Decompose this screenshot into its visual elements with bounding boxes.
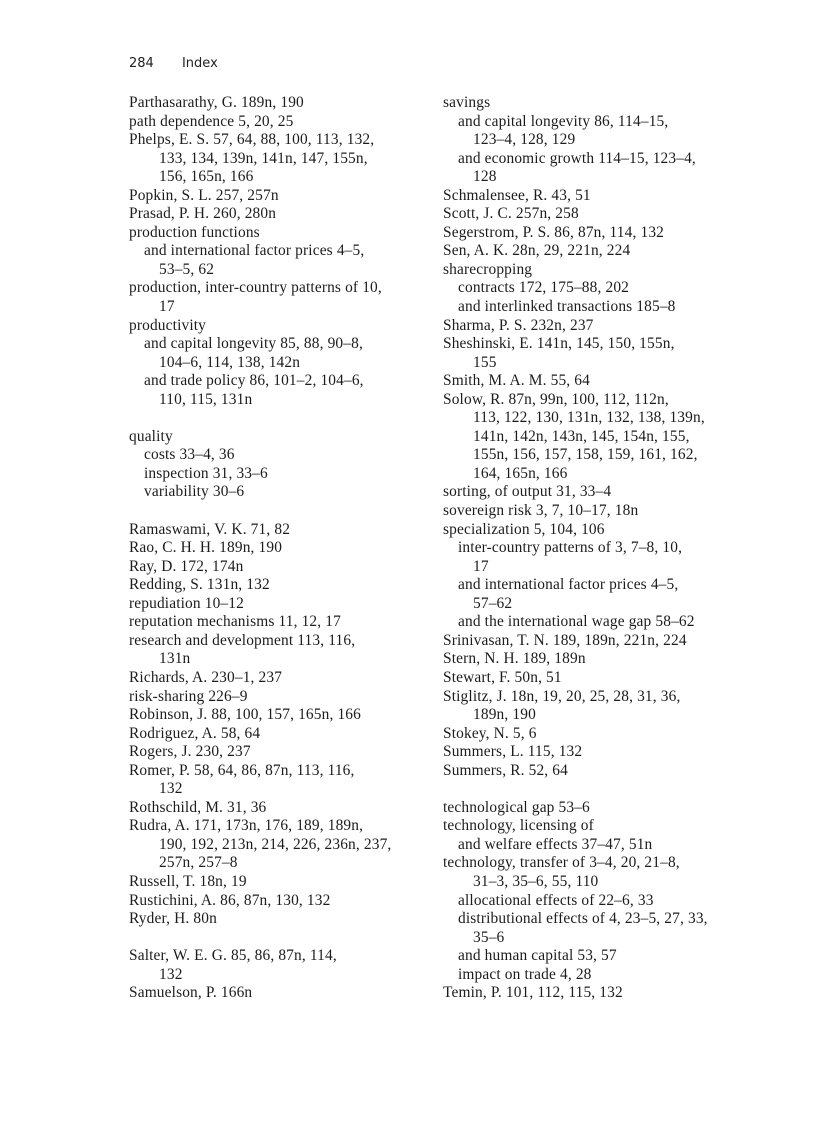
index-entry: Rao, C. H. H. 189n, 190	[129, 539, 283, 557]
index-entry: Stokey, N. 5, 6	[443, 724, 537, 742]
index-entry: Summers, R. 52, 64	[443, 761, 568, 779]
index-entry: Salter, W. E. G. 85, 86, 87n, 114,	[129, 947, 337, 965]
index-entry-continuation: 35–6	[473, 928, 505, 946]
index-entry: Stiglitz, J. 18n, 19, 20, 25, 28, 31, 36,	[443, 687, 681, 705]
index-subentry: costs 33–4, 36	[144, 446, 235, 464]
index-subentry: inter-country patterns of 3, 7–8, 10,	[458, 539, 683, 557]
index-subentry: allocational effects of 22–6, 33	[458, 891, 654, 909]
index-entry: path dependence 5, 20, 25	[129, 112, 294, 130]
index-entry: Solow, R. 87n, 99n, 100, 112, 112n,	[443, 390, 669, 408]
index-entry-continuation: 53–5, 62	[159, 260, 215, 278]
running-title: Index	[181, 56, 218, 71]
index-entry: specialization 5, 104, 106	[443, 520, 605, 538]
index-entry: Rothschild, M. 31, 36	[129, 798, 267, 816]
index-entry: Redding, S. 131n, 132	[129, 576, 270, 594]
index-entry-continuation: 131n	[159, 650, 191, 668]
index-subentry: and capital longevity 86, 114–15,	[458, 112, 669, 130]
section-gap	[129, 929, 429, 948]
section-gap	[443, 780, 743, 799]
index-entry: Popkin, S. L. 257, 257n	[129, 186, 279, 204]
index-entry-continuation: 110, 115, 131n	[159, 390, 253, 408]
index-entry: Stewart, F. 50n, 51	[443, 668, 562, 686]
index-entry: Ramaswami, V. K. 71, 82	[129, 520, 291, 538]
page-number: 284	[129, 56, 154, 71]
index-entry: Rudra, A. 171, 173n, 176, 189, 189n,	[129, 817, 364, 835]
index-entry: Scott, J. C. 257n, 258	[443, 205, 579, 223]
index-entry: reputation mechanisms 11, 12, 17	[129, 613, 341, 631]
index-entry: Romer, P. 58, 64, 86, 87n, 113, 116,	[129, 761, 355, 779]
index-entry-continuation: 113, 122, 130, 131n, 132, 138, 139n,	[473, 409, 705, 427]
index-entry: Sharma, P. S. 232n, 237	[443, 316, 594, 334]
index-entry-continuation: 132	[159, 780, 183, 798]
index-subentry: and welfare effects 37–47, 51n	[458, 835, 653, 853]
index-entry: sovereign risk 3, 7, 10–17, 18n	[443, 502, 639, 520]
index-entry: Rogers, J. 230, 237	[129, 743, 251, 761]
index-entry-continuation: 104–6, 114, 138, 142n	[159, 353, 301, 371]
index-entry: savings	[443, 94, 491, 111]
index-entry: technological gap 53–6	[443, 798, 590, 816]
index-subentry: inspection 31, 33–6	[144, 464, 268, 482]
index-entry-continuation: 257n, 257–8	[159, 854, 238, 872]
index-entry: Rodriguez, A. 58, 64	[129, 724, 261, 742]
index-entry: Ryder, H. 80n	[129, 910, 217, 928]
index-entry: technology, licensing of	[443, 817, 594, 835]
index-entry-continuation: 133, 134, 139n, 141n, 147, 155n,	[159, 149, 368, 167]
index-entry-continuation: 164, 165n, 166	[473, 464, 568, 482]
index-entry: Srinivasan, T. N. 189, 189n, 221n, 224	[443, 631, 687, 649]
index-entry: technology, transfer of 3–4, 20, 21–8,	[443, 854, 680, 872]
index-entry: research and development 113, 116,	[129, 631, 356, 649]
index-entry-continuation: 141n, 142n, 143n, 145, 154n, 155,	[473, 427, 690, 445]
index-entry: Stern, N. H. 189, 189n	[443, 650, 586, 668]
running-header	[129, 56, 218, 71]
index-entry-continuation: 57–62	[473, 594, 513, 612]
index-entry: Summers, L. 115, 132	[443, 743, 583, 761]
index-entry-continuation: 31–3, 35–6, 55, 110	[473, 872, 599, 890]
index-entry: sharecropping	[443, 260, 533, 278]
index-subentry: and economic growth 114–15, 123–4,	[458, 149, 696, 167]
index-entry: risk-sharing 226–9	[129, 687, 248, 705]
index-entry: Smith, M. A. M. 55, 64	[443, 372, 590, 390]
index-entry: Russell, T. 18n, 19	[129, 872, 247, 890]
index-subentry: contracts 172, 175–88, 202	[458, 279, 630, 297]
index-entry: Segerstrom, P. S. 86, 87n, 114, 132	[443, 223, 665, 241]
index-entry: Prasad, P. H. 260, 280n	[129, 205, 277, 223]
index-entry: Parthasarathy, G. 189n, 190	[129, 94, 304, 111]
index-entry-continuation: 155	[473, 353, 497, 371]
index-column-left	[129, 94, 429, 1003]
index-entry-continuation: 128	[473, 168, 497, 186]
index-subentry: and international factor prices 4–5,	[458, 576, 679, 594]
index-subentry: variability 30–6	[144, 483, 245, 501]
index-entry: Phelps, E. S. 57, 64, 88, 100, 113, 132,	[129, 131, 375, 149]
index-entry-continuation: 132	[159, 965, 183, 983]
index-subentry: and trade policy 86, 101–2, 104–6,	[144, 372, 364, 390]
index-entry: Rustichini, A. 86, 87n, 130, 132	[129, 891, 331, 909]
index-entry: Sen, A. K. 28n, 29, 221n, 224	[443, 242, 631, 260]
index-entry-continuation: 17	[159, 298, 175, 316]
index-entry-continuation: 189n, 190	[473, 706, 536, 724]
index-subentry: and capital longevity 85, 88, 90–8,	[144, 335, 363, 353]
index-entry: Richards, A. 230–1, 237	[129, 668, 283, 686]
index-subentry: and international factor prices 4–5,	[144, 242, 365, 260]
index-column-right	[443, 94, 743, 1003]
index-entry-continuation: 190, 192, 213n, 214, 226, 236n, 237,	[159, 835, 392, 853]
index-entry: Samuelson, P. 166n	[129, 984, 253, 1002]
index-entry-continuation: 123–4, 128, 129	[473, 131, 576, 149]
index-subentry: impact on trade 4, 28	[458, 965, 592, 983]
index-entry: sorting, of output 31, 33–4	[443, 483, 612, 501]
index-entry: repudiation 10–12	[129, 594, 244, 612]
index-entry-continuation: 17	[473, 557, 489, 575]
index-entry: production functions	[129, 223, 260, 241]
index-subentry: and interlinked transactions 185–8	[458, 298, 676, 316]
index-entry-continuation: 155n, 156, 157, 158, 159, 161, 162,	[473, 446, 698, 464]
index-entry-continuation: 156, 165n, 166	[159, 168, 254, 186]
index-subentry: and human capital 53, 57	[458, 947, 617, 965]
index-subentry: distributional effects of 4, 23–5, 27, 33,	[458, 910, 708, 928]
index-entry: Ray, D. 172, 174n	[129, 557, 244, 575]
index-subentry: and the international wage gap 58–62	[458, 613, 695, 631]
index-entry: Robinson, J. 88, 100, 157, 165n, 166	[129, 706, 361, 724]
index-entry: Sheshinski, E. 141n, 145, 150, 155n,	[443, 335, 675, 353]
index-entry: Temin, P. 101, 112, 115, 132	[443, 984, 623, 1002]
index-entry: productivity	[129, 316, 207, 334]
index-entry: Schmalensee, R. 43, 51	[443, 186, 591, 204]
index-entry: quality	[129, 427, 173, 445]
section-gap	[129, 409, 429, 428]
section-gap	[129, 502, 429, 521]
index-entry: production, inter-country patterns of 10,	[129, 279, 382, 297]
